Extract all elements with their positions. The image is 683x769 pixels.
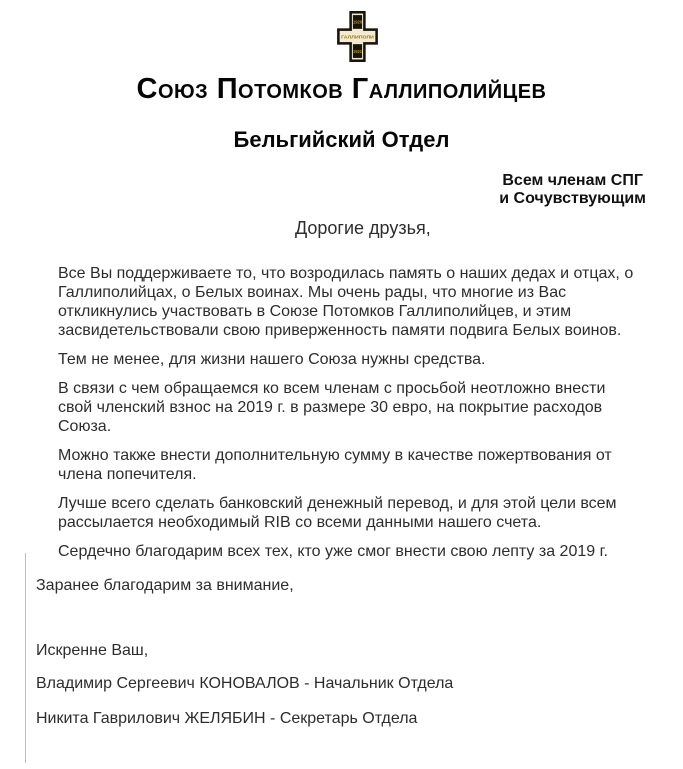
left-vertical-rule	[25, 553, 26, 763]
cross-year-top: 1920	[352, 19, 363, 25]
addressee-line-1: Всем членам СПГ	[502, 172, 643, 189]
cross-banner-text: ГАЛЛИПОЛИ	[341, 34, 375, 40]
addressee-line-2: и Сочувствующим	[499, 190, 646, 207]
body-paragraph-2: Тем не менее, для жизни нашего Союза нужны средства.	[58, 351, 486, 368]
signoff-line: Искренне Ваш,	[36, 642, 149, 659]
signature-secretary: Никита Гаврилович ЖЕЛЯБИН - Секретарь Отдела	[36, 710, 418, 727]
body-paragraph-1: Все Вы поддерживаете то, что возродилась память о наших дедах и отцах, о Галлиполийцах, о Белых воинах. Мы очень рады, что многие из Вас откликнулись участвовать в Союзе Потомков Галлиполийцев, и этим засвидетельствовали свою приверженность памяти подвига Белых воинов.	[58, 265, 634, 339]
body-paragraph-6: Сердечно благодарим всех тех, кто уже смог внести свою лепту за 2019 г.	[58, 543, 608, 560]
gallipoli-cross-icon	[337, 11, 378, 62]
department-subtitle: Бельгийский Отдел	[233, 127, 450, 152]
signature-chief: Владимир Сергеевич КОНОВАЛОВ - Начальник Отдела	[36, 675, 454, 692]
addressee-block	[499, 172, 646, 208]
organization-title: Союз Потомков Галлиполийцев	[136, 73, 547, 105]
letter-body	[58, 264, 634, 571]
closing-line: Заранее благодарим за внимание,	[36, 577, 294, 594]
body-paragraph-5: Лучше всего сделать банковский денежный перевод, и для этой цели всем рассылается необходимый RIB со всеми данными нашего счета.	[58, 495, 617, 531]
body-paragraph-3: В связи с чем обращаемся ко всем членам с просьбой неотложно внести свой членский взнос на 2019 г. в размере 30 евро, на покрытие расходов Союза.	[58, 380, 606, 435]
body-paragraph-4: Можно также внести дополнительную сумму в качестве пожертвования от члена попечителя.	[58, 447, 612, 483]
cross-year-bottom: 1921	[352, 49, 363, 55]
salutation: Дорогие друзья,	[295, 218, 431, 238]
